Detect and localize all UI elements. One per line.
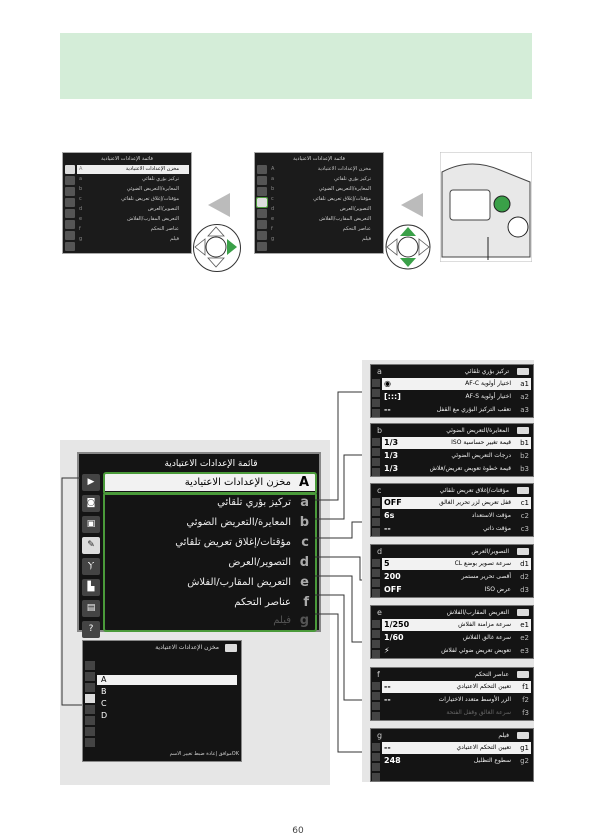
menu-row: فيلم g: [79, 236, 179, 242]
back-icon: [517, 487, 529, 494]
menu-row: فيلم g: [271, 236, 371, 242]
camera-illustration: [440, 152, 532, 262]
submenu-row: قيمة خطوة تعويض تعريض/فلاش b3 1/3: [384, 464, 529, 473]
menu-row: عناصر التحكم f: [271, 226, 371, 232]
bank-screen: [82, 640, 242, 762]
submenu-row: مؤقت ذاتي c3 --: [384, 524, 529, 533]
submenu-row: تعقب التركيز البؤري مع القفل a3 --: [384, 405, 529, 414]
submenu-row: اختيار أولوية AF-C a1 ◉: [384, 379, 529, 388]
arrow-left-icon: [208, 193, 230, 217]
wrench-icon: Ⲩ: [82, 558, 100, 575]
playback-icon: ▶: [82, 474, 100, 491]
submenu-panel-f: عناصر التحكم f تعيين التحكم الاعتيادي f1 -- الزر الأوسط متعدد الاختيارات f2 -- سرعة الغالق وقفل الفتحة f3: [370, 667, 534, 721]
info-banner: [60, 33, 532, 99]
menu-row: تركيز بؤري تلقائي a: [271, 176, 371, 182]
bank-row: C: [101, 699, 107, 708]
arrow-left-icon: [401, 193, 423, 217]
submenu-row: أقصى تحرير مستمر d2 200: [384, 572, 529, 581]
submenu-row: تعيين التحكم الاعتيادي f1 --: [384, 682, 529, 691]
highlight-groups: [103, 492, 317, 632]
back-icon: [517, 732, 529, 739]
submenu-row: قفل تعريض لزر تحرير الغالق c1 OFF: [384, 498, 529, 507]
submenu-row: تعيين التحكم الاعتيادي g1 --: [384, 743, 529, 752]
menu-row: مؤقتات/إغلاق تعريض تلقائي c: [271, 196, 371, 202]
menu-row: تركيز بؤري تلقائي a: [217, 495, 309, 510]
menu-screen-large: [77, 452, 321, 632]
back-icon: [517, 427, 529, 434]
camera-icon: ◙: [82, 495, 100, 512]
menu-row: تركيز بؤري تلقائي a: [79, 176, 179, 182]
menu-row: المعايرة/التعريض الضوئي b: [186, 515, 309, 530]
bank-row: D: [101, 711, 108, 720]
submenu-row: سطوع التظليل g2 248: [384, 756, 529, 765]
back-icon: [517, 671, 529, 678]
menu-row-bank: مخزن الإعدادات الاعتيادية A: [105, 474, 315, 491]
bank-row: B: [101, 687, 107, 696]
menu-row: مؤقتات/إغلاق تعريض تلقائي c: [175, 535, 309, 550]
menu-row: التصوير/العرض d: [79, 206, 179, 212]
back-icon: [517, 368, 529, 375]
menu-row: مخزن الإعدادات الاعتيادية A: [77, 165, 189, 174]
menu-row: عناصر التحكم f: [234, 595, 309, 610]
menu-row: مخزن الإعدادات الاعتيادية A: [271, 166, 371, 172]
menu-row: التعريض المقارب/الفلاش e: [187, 575, 309, 590]
back-icon: [517, 548, 529, 555]
submenu-row: سرعة الغالق وقفل الفتحة f3: [446, 709, 529, 717]
screen-title: مخزن الإعدادات الاعتيادية: [155, 644, 219, 651]
menu-screen-small-middle: قائمة الإعدادات الاعتيادية مخزن الإعدادات الاعتيادية A تركيز بؤري تلقائي a المعايرة/التعريض الضوئي b مؤقتات/إغلاق تعريض تلقائي c التصوير/العرض d التعريض المقارب/الفلاش e عناصر التحكم f فيلم g: [254, 152, 384, 254]
submenu-panel-c: مؤقتات/إغلاق تعريض تلقائي c قفل تعريض لزر تحرير الغالق c1 OFF مؤقت الاستعداد c2 6s مؤقت ذاتي c3 --: [370, 483, 534, 537]
submenu-row: الزر الأوسط متعدد الاختيارات f2 --: [384, 695, 529, 704]
submenu-panel-d: التصوير/العرض d سرعة تصوير بوضع CL d1 5 أقصى تحرير مستمر d2 200 عرض ISO d3 OFF: [370, 544, 534, 598]
menu-row: عناصر التحكم f: [79, 226, 179, 232]
back-icon: [517, 609, 529, 616]
submenu-panel-a: تركيز بؤري تلقائي a اختيار أولوية AF-C a1 ◉ اختيار أولوية AF-S a2 [:::] تعقب التركيز البؤري مع القفل a3 --: [370, 364, 534, 418]
submenu-panel-b: المعايرة/التعريض الضوئي b قيمة تغيير حساسية ISO b1 1/3 درجات التعريض الضوئي b2 1/3 قيمة خطوة تعويض تعريض/فلاش b3 1/3: [370, 423, 534, 477]
menu-row: التعريض المقارب/الفلاش e: [271, 216, 371, 222]
menu-row: التصوير/العرض d: [228, 555, 309, 570]
retouch-icon: ▙: [82, 579, 100, 596]
back-icon: [225, 644, 237, 652]
submenu-row: تعويض تعريض ضوئي لفلاش e3 ⚡: [384, 646, 529, 655]
submenu-row: سرعة مزامنة الفلاش e1 1/250: [384, 620, 529, 629]
multi-selector-icon: [193, 224, 239, 270]
menu-row: المعايرة/التعريض الضوئي b: [271, 186, 371, 192]
submenu-panel-e: التعريض المقارب/الفلاش e سرعة مزامنة الفلاش e1 1/250 سرعة غالق الفلاش e2 1/60 تعويض تعريض ضوئي لفلاش e3 ⚡: [370, 605, 534, 659]
help-icon: ?: [82, 621, 100, 638]
bank-footer: OKموافق إعادة ضبط تغيير الاسم: [169, 751, 239, 757]
submenu-row: درجات التعريض الضوئي b2 1/3: [384, 451, 529, 460]
submenu-row: قيمة تغيير حساسية ISO b1 1/3: [384, 438, 529, 447]
submenu-row: سرعة تصوير بوضع CL d1 5: [384, 559, 529, 568]
submenu-row: عرض ISO d3 OFF: [384, 585, 529, 594]
screen-title: قائمة الإعدادات الاعتيادية: [101, 156, 153, 162]
submenu-row: سرعة غالق الفلاش e2 1/60: [384, 633, 529, 642]
screen-title: قائمة الإعدادات الاعتيادية: [164, 459, 258, 469]
page-number: 60: [292, 826, 304, 836]
pencil-icon: ✎: [82, 537, 100, 554]
menu-row: المعايرة/التعريض الضوئي b: [79, 186, 179, 192]
movie-icon: ▣: [82, 516, 100, 533]
bank-row: A: [97, 675, 237, 685]
menu-row: فيلم g: [273, 613, 309, 628]
submenu-panel-g: فيلم g تعيين التحكم الاعتيادي g1 -- سطوع التظليل g2 248: [370, 728, 534, 782]
menu-row: التصوير/العرض d: [271, 206, 371, 212]
recent-settings-icon: ▤: [82, 600, 100, 617]
menu-tabs: [82, 474, 100, 642]
menu-row: التعريض المقارب/الفلاش e: [79, 216, 179, 222]
multi-selector-up-down-icon: [385, 224, 431, 270]
submenu-row: مؤقت الاستعداد c2 6s: [384, 511, 529, 520]
menu-row: مؤقتات/إغلاق تعريض تلقائي c: [79, 196, 179, 202]
submenu-row: اختيار أولوية AF-S a2 [:::]: [384, 392, 529, 401]
menu-screen-small-left: [62, 152, 192, 254]
